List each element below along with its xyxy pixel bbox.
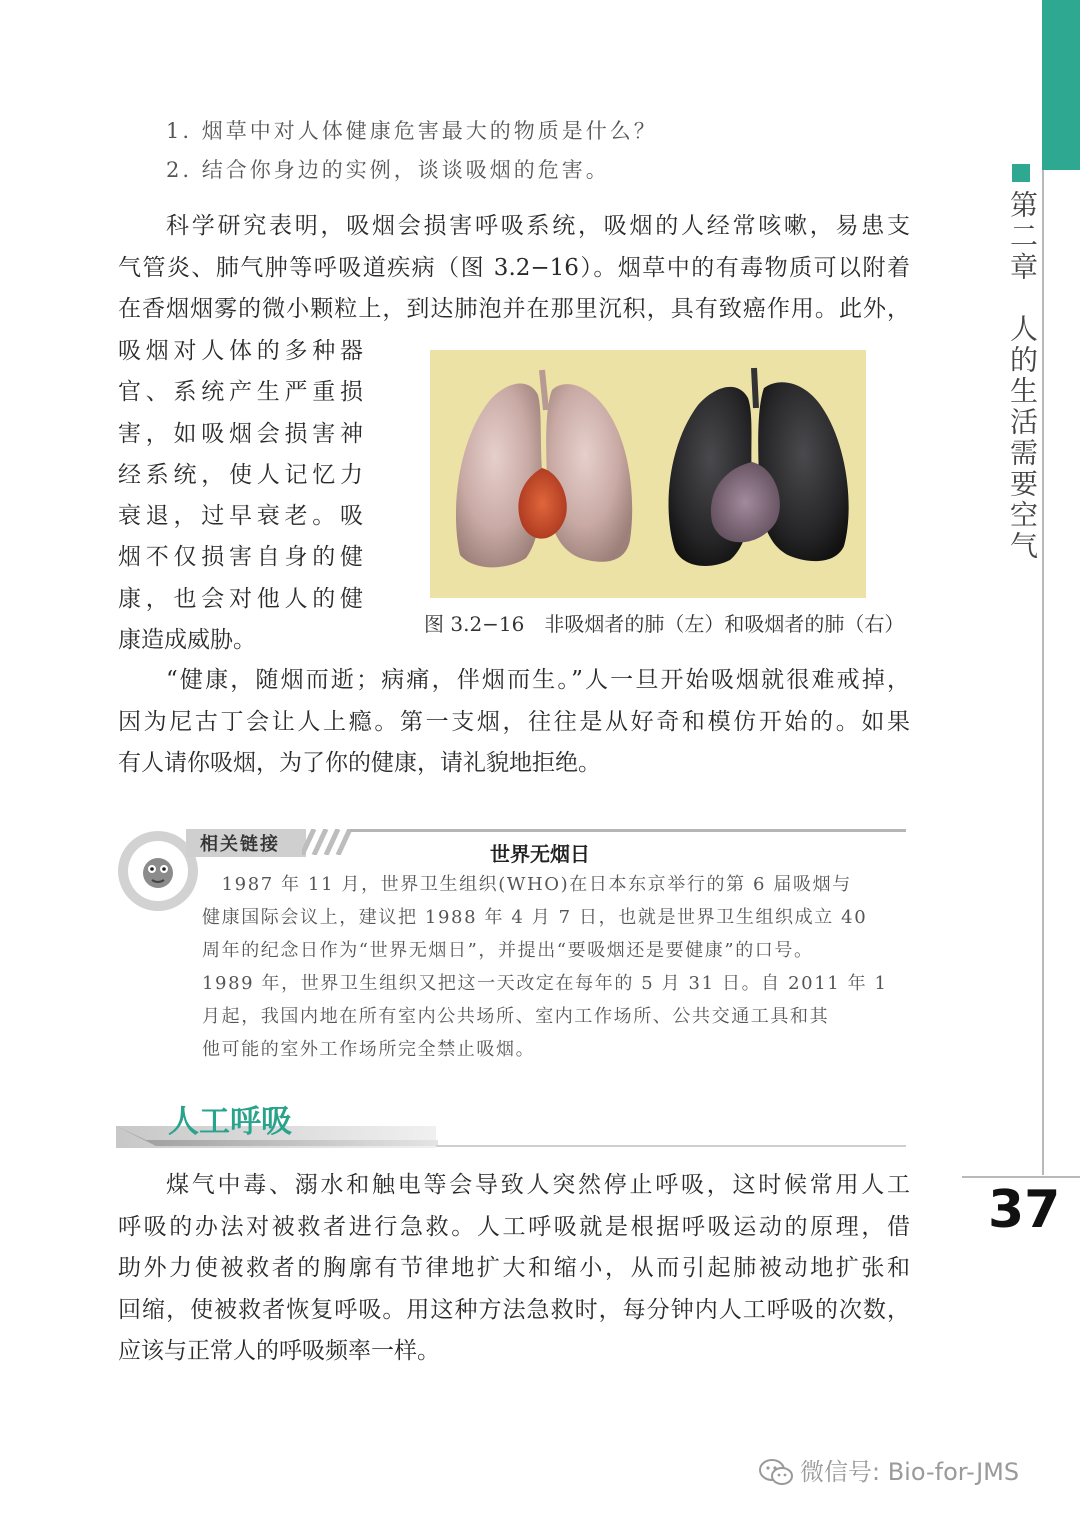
page-number: 37 bbox=[988, 1180, 1061, 1240]
question-2: 2. 结合你身边的实例，谈谈吸烟的危害。 bbox=[166, 158, 610, 182]
related-link-line: 周年的纪念日作为“世界无烟日”，并提出“要吸烟还是要健康”的口号。 bbox=[202, 940, 814, 961]
lung-comparison-figure bbox=[430, 350, 866, 598]
smoker-lung-icon bbox=[669, 368, 849, 566]
related-link-line: 1987 年 11 月，世界卫生组织(WHO)在日本东京举行的第 6 届吸烟与 bbox=[202, 874, 852, 895]
chapter-color-band bbox=[1042, 0, 1080, 170]
section-heading: 人工呼吸 bbox=[168, 1104, 292, 1140]
lung-photo-illustration bbox=[430, 350, 866, 598]
paragraph-line: 有人请你吸烟，为了你的健康，请礼貌地拒绝。 bbox=[118, 750, 601, 776]
paragraph-line: 回缩，使被救者恢复呼吸。用这种方法急救时，每分钟内人工呼吸的次数， bbox=[118, 1296, 910, 1323]
watermark bbox=[758, 1452, 1019, 1488]
watermark-text: 微信号: Bio-for-JMS bbox=[800, 1458, 1020, 1486]
related-link-line: 1989 年，世界卫生组织又把这一天改定在每年的 5 月 31 日。自 2011 年 1 bbox=[202, 973, 888, 994]
paragraph-smoking-harm bbox=[118, 206, 910, 331]
paragraph-line: “健康，随烟而逝；病痛，伴烟而生。”人一旦开始吸烟就很难戒掉， bbox=[166, 667, 910, 693]
paragraph-line: 官、系统产生严重损 bbox=[118, 379, 363, 406]
related-link-line: 他可能的室外工作场所完全禁止吸烟。 bbox=[202, 1039, 536, 1060]
paragraph-line: 科学研究表明，吸烟会损害呼吸系统，吸烟的人经常咳嗽，易患支 bbox=[166, 213, 910, 239]
paragraph-line: 气管炎、肺气肿等呼吸道疾病（图 3.2−16）。烟草中的有毒物质可以附着 bbox=[118, 254, 910, 281]
section-rule bbox=[436, 1145, 906, 1147]
paragraph-line: 经系统，使人记忆力 bbox=[118, 461, 363, 488]
question-1: 1. 烟草中对人体健康危害最大的物质是什么？ bbox=[166, 119, 658, 143]
paragraph-artificial-respiration bbox=[118, 1165, 910, 1373]
related-link-line: 健康国际会议上，建议把 1988 年 4 月 7 日，也就是世界卫生组织成立 40 bbox=[202, 907, 868, 928]
healthy-lung-icon bbox=[456, 370, 632, 567]
paragraph-line: 在香烟烟雾的微小颗粒上，到达肺泡并在那里沉积，具有致癌作用。此外， bbox=[118, 296, 910, 322]
related-link-label: 相关链接 bbox=[200, 834, 280, 855]
paragraph-line: 应该与正常人的呼吸频率一样。 bbox=[118, 1338, 440, 1364]
paragraph-line: 烟不仅损害自身的健 bbox=[118, 544, 363, 571]
paragraph-line: 害，如吸烟会损害神 bbox=[118, 420, 363, 447]
paragraph-line: 康造成威胁。 bbox=[118, 627, 256, 654]
paragraph-line: 因为尼古丁会让人上瘾。第一支烟，往往是从好奇和模仿开始的。如果 bbox=[118, 708, 910, 735]
figure-caption: 图 3.2−16 非吸烟者的肺（左）和吸烟者的肺（右） bbox=[424, 612, 905, 636]
paragraph-addiction bbox=[118, 660, 910, 785]
paragraph-line: 呼吸的办法对被救者进行急救。人工呼吸就是根据呼吸运动的原理，借 bbox=[118, 1213, 910, 1240]
related-link-title: 世界无烟日 bbox=[490, 842, 590, 866]
tab-slash-decoration bbox=[302, 829, 354, 855]
related-link-body bbox=[202, 868, 908, 1066]
paragraph-line: 助外力使被救者的胸廓有节律地扩大和缩小，从而引起肺被动地扩张和 bbox=[118, 1255, 910, 1281]
discussion-questions bbox=[166, 112, 866, 190]
related-link-rule bbox=[350, 829, 906, 832]
margin-rule bbox=[1042, 170, 1044, 1175]
paragraph-line: 康，也会对他人的健 bbox=[118, 585, 363, 612]
chapter-marker-square bbox=[1012, 164, 1030, 182]
paragraph-wrap-column bbox=[118, 331, 363, 661]
paragraph-line: 衰退，过早衰老。吸 bbox=[118, 503, 363, 530]
chapter-title: 第二章 人的生活需要空气 bbox=[1006, 190, 1039, 562]
wechat-icon bbox=[758, 1458, 794, 1488]
page-number-rule bbox=[962, 1176, 1080, 1178]
related-link-line: 月起，我国内地在所有室内公共场所、室内工作场所、公共交通工具和其 bbox=[202, 1006, 830, 1027]
paragraph-line: 吸烟对人体的多种器 bbox=[118, 338, 363, 364]
paragraph-line: 煤气中毒、溺水和触电等会导致人突然停止呼吸，这时候常用人工 bbox=[166, 1172, 910, 1198]
